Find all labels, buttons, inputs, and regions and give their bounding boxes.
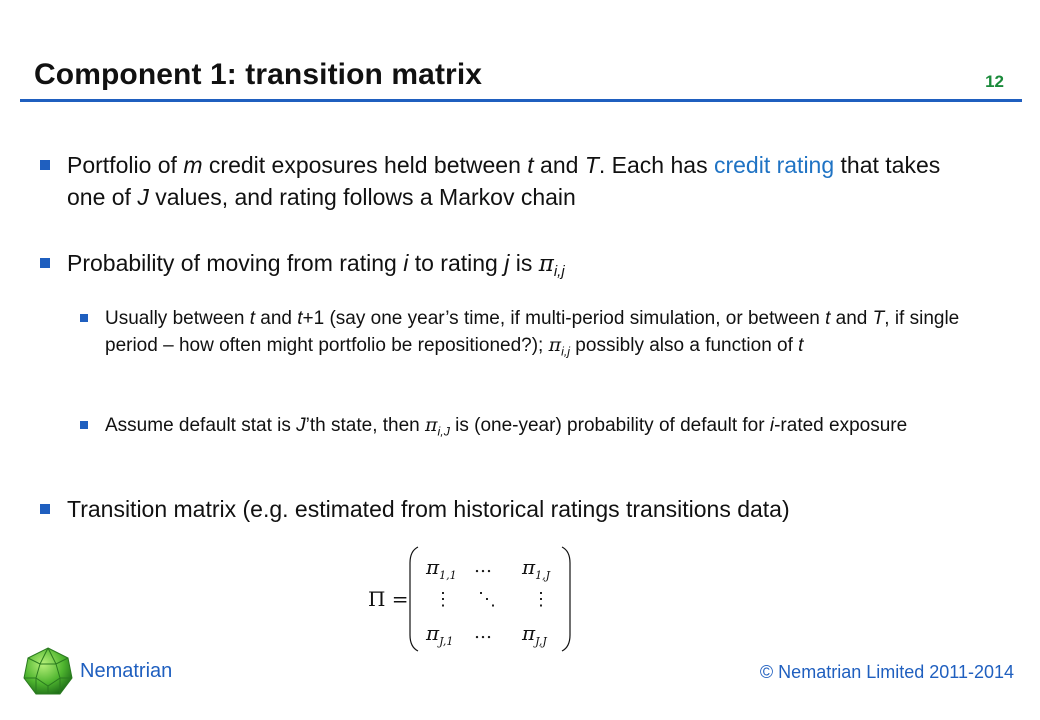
bullet-square-icon <box>40 160 50 170</box>
matrix-ddots: ⋱ <box>478 589 496 610</box>
bullet-square-icon <box>80 314 88 322</box>
bullet-square-icon <box>40 258 50 268</box>
bullet-portfolio <box>40 149 980 213</box>
bullet-transition-matrix <box>40 493 980 525</box>
bullet-square-icon <box>80 421 88 429</box>
credit-rating-link[interactable]: credit rating <box>713 152 835 178</box>
transition-matrix-equation <box>366 543 586 658</box>
bullet-probability <box>40 247 980 288</box>
brand-name: Nematrian <box>80 660 173 682</box>
slide-title: Component 1: transition matrix <box>34 58 483 91</box>
page-number: 12 <box>985 72 1004 91</box>
green-geodesic-sphere-icon <box>22 646 74 698</box>
bullet-text: Assume default stat is J’th state, then $\pi_{i,J}$ is (one-year) probability of default for i-rated exposure <box>105 414 908 439</box>
pi-symbol: π <box>538 251 554 277</box>
subbullet-time-period <box>80 305 970 365</box>
title-underline <box>20 99 1022 102</box>
pi-symbol: π <box>425 414 438 436</box>
bullet-text: Transition matrix (e.g. estimated from historical ratings transitions data) <box>67 496 790 522</box>
matrix-cell-J-J: $\pi_{J,J}$ <box>522 621 547 648</box>
matrix-lhs: Π = <box>368 587 409 611</box>
matrix-hdots: … <box>474 622 492 643</box>
pi-symbol: π <box>548 334 562 356</box>
bullet-text: Portfolio of m credit exposures held between t and T. Each has credit rating that takes one of J values, and rating follows a Markov chain <box>67 152 941 210</box>
matrix-left-bracket <box>410 547 418 651</box>
matrix-vdots-left: ⋮ <box>434 589 452 610</box>
subbullet-default-state <box>80 412 970 445</box>
bullet-square-icon <box>40 504 50 514</box>
bullet-text: Probability of moving from rating i to rating j is $\pi_{i,j}$ <box>67 250 565 281</box>
matrix-hdots: … <box>474 556 492 577</box>
matrix-right-bracket <box>562 547 570 651</box>
bullet-text: Usually between t and t+1 (say one year’s time, if multi-period simulation, or between t and T, if single period – how often might portfolio be repositioned?); $\pi_{i,j}$ possibly also a function of t <box>105 308 960 359</box>
matrix-cell-J-1: $\pi_{J,1}$ <box>426 621 454 648</box>
copyright-notice: © Nematrian Limited 2011-2014 <box>759 662 1014 682</box>
matrix-cell-1-1: $\pi_{1,1}$ <box>426 555 457 582</box>
matrix-cell-1-J: $\pi_{1,J}$ <box>522 555 551 582</box>
matrix-vdots-right: ⋮ <box>532 589 550 610</box>
